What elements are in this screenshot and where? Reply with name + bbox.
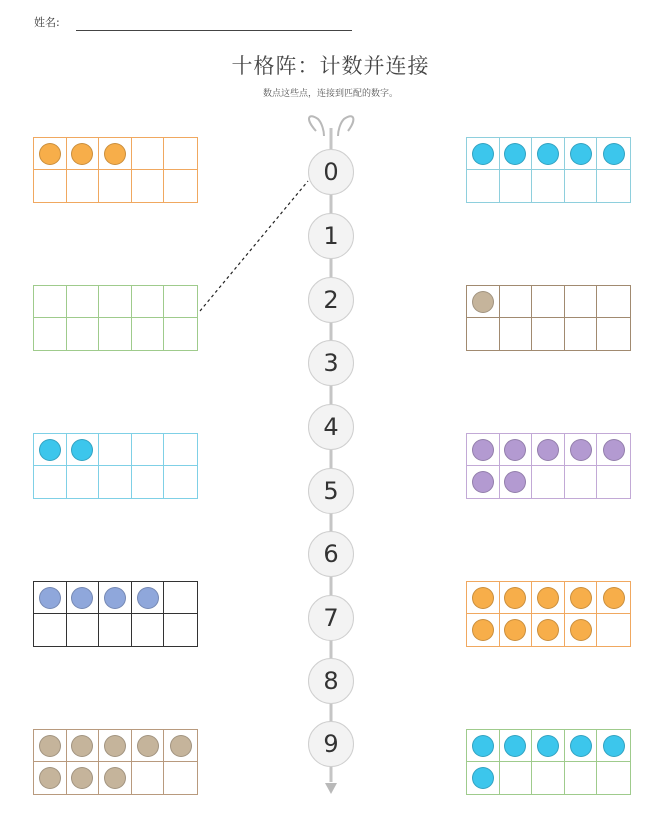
spine-curl-right — [338, 116, 353, 136]
counter-dot — [472, 735, 494, 757]
ten-frame-cell — [532, 466, 565, 498]
ten-frame-cell — [500, 286, 533, 318]
ten-frame-cell — [164, 286, 197, 318]
ten-frame-cell — [500, 730, 533, 762]
left-ten-frame-2[interactable] — [33, 285, 198, 351]
counter-dot — [472, 471, 494, 493]
ten-frame-cell — [467, 582, 500, 614]
ten-frame-cell — [597, 434, 630, 466]
counter-dot — [570, 735, 592, 757]
counter-dot — [39, 439, 61, 461]
left-ten-frame-1[interactable] — [33, 137, 198, 203]
number-circle-6[interactable]: 6 — [308, 531, 354, 577]
ten-frame-cell — [532, 138, 565, 170]
ten-frame-cell — [99, 318, 132, 350]
ten-frame-cell — [597, 730, 630, 762]
counter-dot — [570, 439, 592, 461]
ten-frame-cell — [532, 762, 565, 794]
counter-dot — [504, 735, 526, 757]
instructions: 数点这些点，连接到匹配的数字。 — [262, 89, 398, 99]
ten-frame-cell — [597, 762, 630, 794]
counter-dot — [104, 767, 126, 789]
counter-dot — [472, 619, 494, 641]
counter-dot — [104, 735, 126, 757]
counter-dot — [537, 735, 559, 757]
number-circle-4[interactable]: 4 — [308, 404, 354, 450]
page-title: 十格阵：计数并连接 — [231, 54, 430, 78]
ten-frame-cell — [500, 614, 533, 646]
ten-frame-cell — [597, 582, 630, 614]
counter-dot — [472, 291, 494, 313]
right-ten-frame-3[interactable] — [466, 433, 631, 499]
ten-frame-cell — [565, 466, 598, 498]
counter-dot — [570, 143, 592, 165]
counter-dot — [39, 143, 61, 165]
ten-frame-cell — [67, 318, 100, 350]
ten-frame-cell — [532, 286, 565, 318]
left-ten-frame-5[interactable] — [33, 729, 198, 795]
ten-frame-cell — [467, 318, 500, 350]
ten-frame-cell — [467, 466, 500, 498]
counter-dot — [504, 439, 526, 461]
ten-frame-cell — [34, 138, 67, 170]
ten-frame-cell — [34, 614, 67, 646]
number-circle-9[interactable]: 9 — [308, 721, 354, 767]
counter-dot — [472, 143, 494, 165]
counter-dot — [537, 619, 559, 641]
counter-dot — [504, 471, 526, 493]
ten-frame-cell — [99, 762, 132, 794]
ten-frame-cell — [164, 318, 197, 350]
ten-frame-cell — [34, 434, 67, 466]
counter-dot — [71, 735, 93, 757]
ten-frame-cell — [532, 318, 565, 350]
ten-frame-cell — [132, 318, 165, 350]
ten-frame-cell — [99, 730, 132, 762]
ten-frame-cell — [467, 730, 500, 762]
ten-frame-cell — [34, 762, 67, 794]
ten-frame-cell — [164, 582, 197, 614]
right-ten-frame-5[interactable] — [466, 729, 631, 795]
ten-frame-cell — [132, 730, 165, 762]
number-circle-7[interactable]: 7 — [308, 595, 354, 641]
ten-frame-cell — [67, 138, 100, 170]
ten-frame-cell — [164, 138, 197, 170]
ten-frame-cell — [99, 582, 132, 614]
ten-frame-cell — [500, 434, 533, 466]
ten-frame-cell — [532, 170, 565, 202]
ten-frame-cell — [132, 138, 165, 170]
ten-frame-cell — [164, 614, 197, 646]
counter-dot — [570, 619, 592, 641]
ten-frame-cell — [532, 730, 565, 762]
counter-dot — [504, 143, 526, 165]
ten-frame-cell — [467, 170, 500, 202]
ten-frame-cell — [99, 466, 132, 498]
counter-dot — [504, 587, 526, 609]
ten-frame-cell — [467, 286, 500, 318]
counter-dot — [537, 439, 559, 461]
ten-frame-cell — [34, 286, 67, 318]
number-circle-5[interactable]: 5 — [308, 468, 354, 514]
ten-frame-cell — [132, 614, 165, 646]
counter-dot — [104, 587, 126, 609]
ten-frame-cell — [164, 762, 197, 794]
ten-frame-cell — [532, 582, 565, 614]
counter-dot — [472, 587, 494, 609]
ten-frame-cell — [67, 582, 100, 614]
counter-dot — [71, 439, 93, 461]
ten-frame-cell — [467, 614, 500, 646]
ten-frame-cell — [467, 138, 500, 170]
ten-frame-cell — [132, 286, 165, 318]
ten-frame-cell — [565, 434, 598, 466]
spine-curl-left — [309, 116, 324, 136]
ten-frame-cell — [132, 434, 165, 466]
number-circle-2[interactable]: 2 — [308, 277, 354, 323]
ten-frame-cell — [532, 434, 565, 466]
ten-frame-cell — [132, 170, 165, 202]
ten-frame-cell — [500, 170, 533, 202]
ten-frame-cell — [164, 466, 197, 498]
ten-frame-cell — [565, 138, 598, 170]
ten-frame-cell — [565, 318, 598, 350]
counter-dot — [570, 587, 592, 609]
right-ten-frame-2[interactable] — [466, 285, 631, 351]
number-circle-3[interactable]: 3 — [308, 340, 354, 386]
ten-frame-cell — [67, 730, 100, 762]
ten-frame-cell — [34, 582, 67, 614]
ten-frame-cell — [67, 434, 100, 466]
left-ten-frame-3[interactable] — [33, 433, 198, 499]
counter-dot — [39, 767, 61, 789]
ten-frame-cell — [565, 730, 598, 762]
spine-arrow-icon — [325, 783, 337, 794]
counter-dot — [472, 439, 494, 461]
ten-frame-cell — [99, 614, 132, 646]
ten-frame-cell — [34, 730, 67, 762]
ten-frame-cell — [67, 762, 100, 794]
number-circle-8[interactable]: 8 — [308, 658, 354, 704]
ten-frame-cell — [565, 762, 598, 794]
ten-frame-cell — [164, 730, 197, 762]
ten-frame-cell — [67, 466, 100, 498]
ten-frame-cell — [500, 138, 533, 170]
ten-frame-cell — [99, 286, 132, 318]
ten-frame-cell — [132, 582, 165, 614]
ten-frame-cell — [67, 614, 100, 646]
left-ten-frame-4[interactable] — [33, 581, 198, 647]
ten-frame-cell — [565, 170, 598, 202]
ten-frame-cell — [164, 434, 197, 466]
counter-dot — [472, 767, 494, 789]
ten-frame-cell — [597, 466, 630, 498]
ten-frame-cell — [99, 434, 132, 466]
ten-frame-cell — [597, 138, 630, 170]
ten-frame-cell — [565, 582, 598, 614]
counter-dot — [104, 143, 126, 165]
counter-dot — [71, 143, 93, 165]
counter-dot — [537, 143, 559, 165]
example-connection-line — [200, 181, 308, 311]
counter-dot — [603, 735, 625, 757]
ten-frame-cell — [500, 582, 533, 614]
counter-dot — [39, 587, 61, 609]
ten-frame-cell — [34, 466, 67, 498]
ten-frame-cell — [99, 138, 132, 170]
right-ten-frame-4[interactable] — [466, 581, 631, 647]
ten-frame-cell — [467, 434, 500, 466]
ten-frame-cell — [500, 318, 533, 350]
counter-dot — [603, 143, 625, 165]
ten-frame-cell — [34, 170, 67, 202]
counter-dot — [39, 735, 61, 757]
ten-frame-cell — [565, 614, 598, 646]
ten-frame-cell — [164, 170, 197, 202]
ten-frame-cell — [597, 614, 630, 646]
counter-dot — [504, 619, 526, 641]
counter-dot — [603, 439, 625, 461]
counter-dot — [170, 735, 192, 757]
ten-frame-cell — [132, 466, 165, 498]
ten-frame-cell — [132, 762, 165, 794]
counter-dot — [137, 735, 159, 757]
number-circle-0[interactable]: 0 — [308, 149, 354, 195]
counter-dot — [537, 587, 559, 609]
ten-frame-cell — [532, 614, 565, 646]
ten-frame-cell — [500, 762, 533, 794]
name-label: 姓名: — [34, 16, 60, 29]
counter-dot — [603, 587, 625, 609]
number-circle-1[interactable]: 1 — [308, 213, 354, 259]
ten-frame-cell — [67, 286, 100, 318]
counter-dot — [137, 587, 159, 609]
ten-frame-cell — [67, 170, 100, 202]
ten-frame-cell — [597, 170, 630, 202]
ten-frame-cell — [467, 762, 500, 794]
counter-dot — [71, 587, 93, 609]
ten-frame-cell — [500, 466, 533, 498]
ten-frame-cell — [34, 318, 67, 350]
counter-dot — [71, 767, 93, 789]
ten-frame-cell — [597, 286, 630, 318]
right-ten-frame-1[interactable] — [466, 137, 631, 203]
ten-frame-cell — [565, 286, 598, 318]
ten-frame-cell — [597, 318, 630, 350]
ten-frame-cell — [99, 170, 132, 202]
